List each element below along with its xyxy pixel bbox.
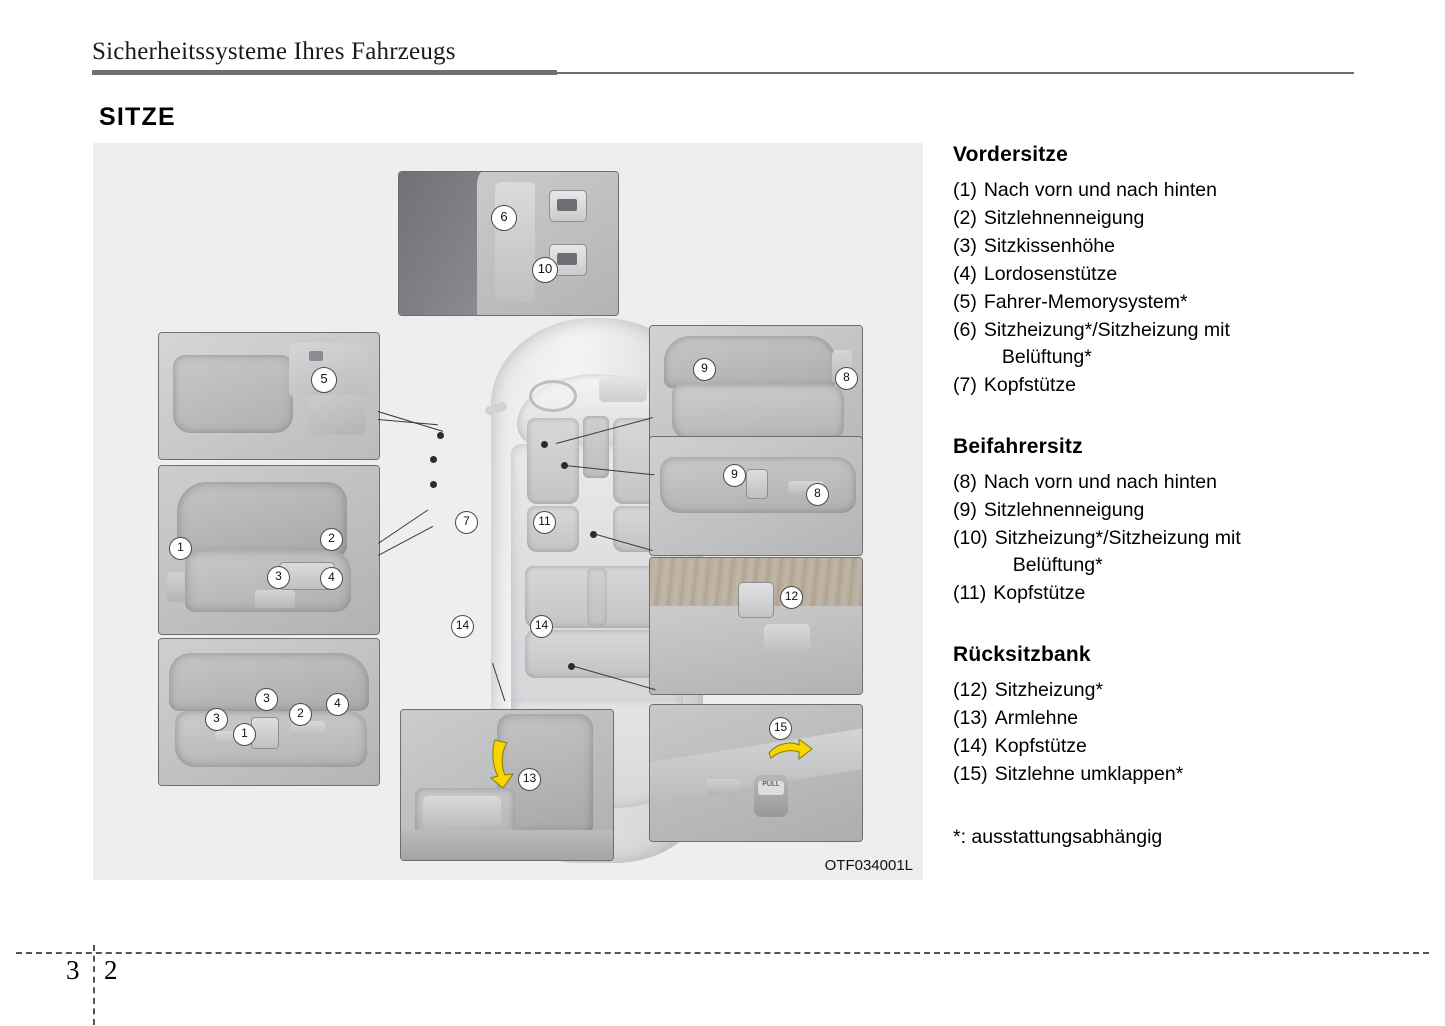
callout-4-lower: 4 bbox=[326, 693, 349, 716]
legend-item-text: Kopfstütze bbox=[983, 374, 1076, 396]
figure-box-rear-seat-heater bbox=[649, 557, 863, 695]
header-rule-thick bbox=[92, 70, 557, 75]
yellow-arrow-fold bbox=[767, 739, 813, 761]
callout-13: 13 bbox=[518, 768, 541, 791]
legend-item-text: Sitzlehnenneigung bbox=[983, 207, 1145, 229]
page-title: Sicherheitssysteme Ihres Fahrzeugs bbox=[92, 38, 456, 65]
legend-item-text: Nach vorn und nach hinten bbox=[983, 471, 1217, 493]
footer-chapter-number: 3 bbox=[66, 955, 80, 985]
legend-item bbox=[953, 580, 1353, 607]
legend-item-label: (7) bbox=[953, 374, 977, 396]
legend-item-label: (3) bbox=[953, 235, 977, 257]
callout-10: 10 bbox=[532, 257, 558, 283]
legend-item bbox=[953, 733, 1353, 760]
callout-3-left: 3 bbox=[267, 566, 290, 589]
footer-vertical-divider bbox=[93, 945, 95, 1025]
page-header bbox=[92, 38, 1354, 74]
legend-item-text-line2: Belüftung* bbox=[1001, 346, 1092, 368]
figure-box-seat-heater-switches bbox=[398, 171, 619, 316]
legend-item-text: Armlehne bbox=[994, 707, 1079, 729]
leader-line-4 bbox=[378, 526, 433, 556]
legend-item-label: (10) bbox=[953, 527, 988, 549]
callout-1-left: 1 bbox=[169, 537, 192, 560]
legend-item bbox=[953, 317, 1353, 371]
legend-item-label: (13) bbox=[953, 707, 988, 729]
legend-item bbox=[953, 289, 1353, 316]
callout-7: 7 bbox=[455, 511, 478, 534]
legend-item-text: Kopfstütze bbox=[994, 735, 1087, 757]
legend-item-label: (1) bbox=[953, 179, 977, 201]
legend-item-label: (9) bbox=[953, 499, 977, 521]
callout-14-left: 14 bbox=[451, 615, 474, 638]
legend-item bbox=[953, 469, 1353, 496]
footnote: *: ausstattungsabhängig bbox=[953, 826, 1163, 848]
footer-divider bbox=[16, 952, 1429, 954]
legend-item-text: Kopfstütze bbox=[993, 582, 1086, 604]
callout-9-upper: 9 bbox=[693, 358, 716, 381]
legend-item-text: Sitzheizung* bbox=[994, 679, 1104, 701]
legend-column bbox=[953, 143, 1353, 849]
anchor-dot-c bbox=[430, 481, 437, 488]
legend-item bbox=[953, 525, 1353, 579]
callout-12: 12 bbox=[780, 586, 803, 609]
legend-item-text-line1: Sitzheizung*/Sitzheizung mit bbox=[983, 319, 1230, 341]
callout-3-lower-b: 3 bbox=[255, 688, 278, 711]
figure-box-memory-system bbox=[158, 332, 380, 460]
legend-item-label: (15) bbox=[953, 763, 988, 785]
header-rule-thin bbox=[557, 72, 1354, 74]
callout-9-lower: 9 bbox=[723, 464, 746, 487]
legend-item-text: Sitzlehnenneigung bbox=[983, 499, 1145, 521]
anchor-dot-d bbox=[541, 441, 548, 448]
callout-8-lower: 8 bbox=[806, 483, 829, 506]
group-title-front-seats: Vordersitze bbox=[953, 143, 1069, 166]
legend-item bbox=[953, 372, 1353, 399]
figure-box-seat-switches-lower bbox=[158, 638, 380, 786]
legend-item-text: Fahrer-Memorysystem* bbox=[983, 291, 1188, 313]
legend-item bbox=[953, 677, 1353, 704]
callout-5: 5 bbox=[311, 367, 337, 393]
callout-4-left: 4 bbox=[320, 567, 343, 590]
legend-item-label: (8) bbox=[953, 471, 977, 493]
legend-item-label: (11) bbox=[953, 582, 987, 604]
legend-item bbox=[953, 233, 1353, 260]
figure-code: OTF034001L bbox=[824, 857, 913, 874]
legend-item-label: (12) bbox=[953, 679, 988, 701]
group-title-passenger-seat: Beifahrersitz bbox=[953, 435, 1083, 458]
legend-item bbox=[953, 205, 1353, 232]
legend-item bbox=[953, 177, 1353, 204]
leader-line-3 bbox=[378, 509, 428, 544]
callout-14-right: 14 bbox=[530, 615, 553, 638]
anchor-dot-b bbox=[430, 456, 437, 463]
section-title: SITZE bbox=[99, 103, 176, 131]
legend-item-label: (2) bbox=[953, 207, 977, 229]
legend-item bbox=[953, 261, 1353, 288]
legend-item bbox=[953, 497, 1353, 524]
legend-item-text: Sitzlehne umklappen* bbox=[994, 763, 1184, 785]
callout-3-lower-a: 3 bbox=[205, 708, 228, 731]
anchor-dot-g bbox=[568, 663, 575, 670]
yellow-arrow-armrest bbox=[489, 738, 519, 790]
anchor-dot-e bbox=[561, 462, 568, 469]
legend-item-label: (14) bbox=[953, 735, 988, 757]
figure-box-passenger-switches bbox=[649, 436, 863, 556]
callout-2-left: 2 bbox=[320, 528, 343, 551]
callout-1-lower: 1 bbox=[233, 723, 256, 746]
legend-item-text-line2: Belüftung* bbox=[1012, 554, 1103, 576]
legend-item-label: (4) bbox=[953, 263, 977, 285]
legend-item-label: (5) bbox=[953, 291, 977, 313]
anchor-dot-a bbox=[437, 432, 444, 439]
legend-item-text: Nach vorn und nach hinten bbox=[983, 179, 1217, 201]
legend-item-text: Lordosenstütze bbox=[983, 263, 1118, 285]
anchor-dot-f bbox=[590, 531, 597, 538]
legend-item bbox=[953, 705, 1353, 732]
figure-panel bbox=[93, 143, 923, 880]
callout-11: 11 bbox=[533, 511, 556, 534]
legend-item-text bbox=[984, 317, 1353, 371]
figure-box-seatback-fold-release: PULL bbox=[649, 704, 863, 842]
legend-item-text: Sitzkissenhöhe bbox=[983, 235, 1116, 257]
callout-2-lower: 2 bbox=[289, 703, 312, 726]
legend-item-text-line1: Sitzheizung*/Sitzheizung mit bbox=[994, 527, 1241, 549]
callout-6: 6 bbox=[491, 205, 517, 231]
callout-8-upper: 8 bbox=[835, 367, 858, 390]
footer-page-number: 2 bbox=[104, 955, 118, 985]
legend-item-label: (6) bbox=[953, 319, 977, 341]
callout-15: 15 bbox=[769, 717, 792, 740]
legend-item-text bbox=[995, 525, 1353, 579]
legend-item bbox=[953, 761, 1353, 788]
group-title-rear-bench: Rücksitzbank bbox=[953, 643, 1091, 666]
